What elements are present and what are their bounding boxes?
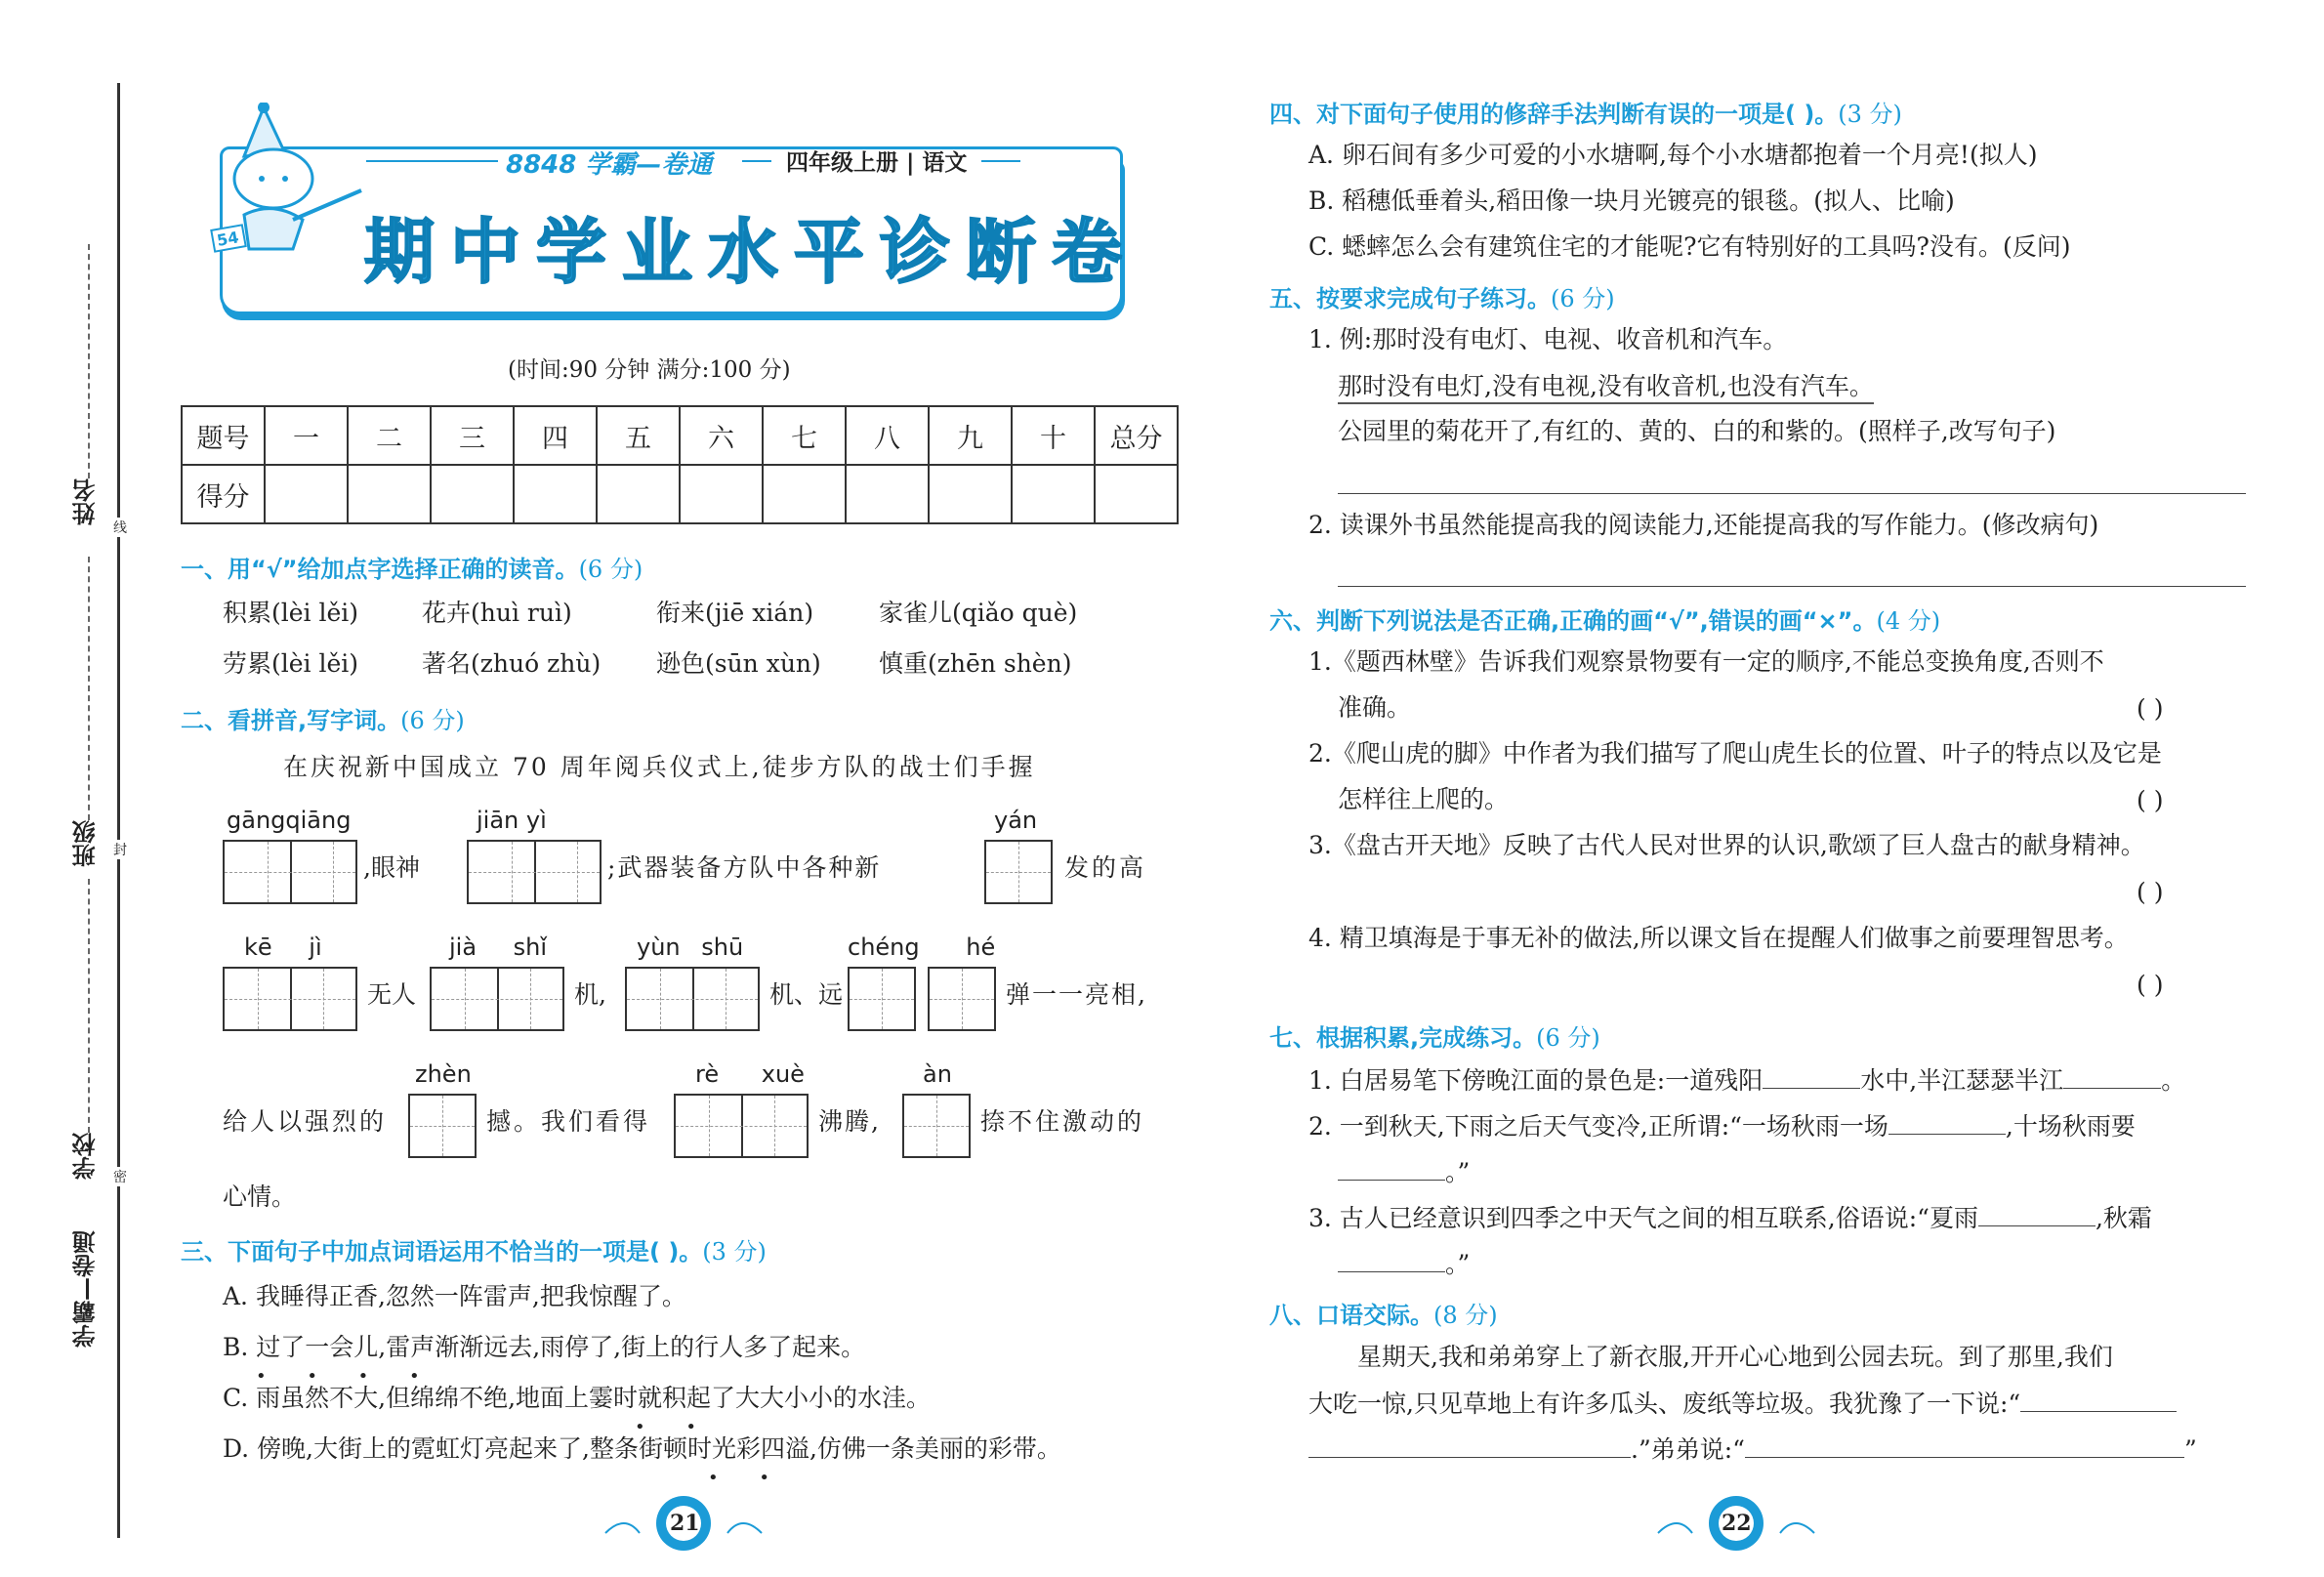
s7-q2-part: ,十场秋雨要: [2005, 1112, 2136, 1141]
s7-blank[interactable]: [1338, 1248, 1445, 1272]
s7-q3: [1308, 1202, 2152, 1234]
mascot-badge: 54: [215, 228, 240, 250]
s2-intro: 在庆祝新中国成立 70 周年阅兵仪式上,徒步方队的战士们手握: [283, 753, 1036, 781]
emphasis-dots: • •: [635, 1417, 714, 1437]
emphasis-dots: • • • •: [256, 1366, 437, 1387]
s6-answer-paren[interactable]: ( ): [2137, 971, 2164, 999]
s3-option-a: A. 我睡得正香,忽然一阵雷声,把我惊醒了。: [223, 1282, 686, 1310]
section-7-text: 七、根据积累,完成练习。: [1269, 1024, 1537, 1052]
section-6-title: [1269, 602, 1940, 636]
score-head-cell: 六: [680, 406, 763, 465]
s7-q3-part: 。”: [1445, 1250, 1471, 1278]
s7-q2-cont: [1338, 1156, 1470, 1188]
mascot-icon: [205, 103, 371, 259]
binding-rule: [117, 83, 120, 1538]
section-1-text: 一、用“√”给加点字选择正确的读音。: [181, 556, 579, 583]
char-box[interactable]: [928, 967, 996, 1031]
score-value-row: [182, 465, 1178, 523]
pinyin: yùn shū: [637, 934, 744, 961]
s1-item: 家雀儿(qiǎo què): [879, 599, 1078, 627]
class-label: 班级: [72, 820, 100, 867]
s2-text: 给人以强烈的: [223, 1107, 388, 1136]
score-input-cell[interactable]: [763, 465, 846, 523]
score-head-cell: 七: [763, 406, 846, 465]
section-5-points: (6 分): [1551, 285, 1615, 312]
s2-text: 无人: [367, 980, 417, 1009]
score-head-cell: 五: [597, 406, 680, 465]
section-4-title: [1269, 95, 1902, 129]
s2-text: 撼。我们看得: [486, 1107, 651, 1136]
s8-text: ”: [2183, 1435, 2197, 1464]
seal-mark-2: 封: [113, 840, 127, 859]
grade-subject: 四年级上册 | 语文: [786, 150, 968, 176]
s1-item: 逊色(sūn xùn): [656, 649, 821, 678]
s7-q1: [1308, 1064, 2185, 1097]
section-2-points: (6 分): [400, 707, 465, 734]
score-input-cell[interactable]: [846, 465, 929, 523]
section-1-title: [181, 550, 643, 584]
char-box[interactable]: [674, 1094, 809, 1158]
s8-para-3: [1308, 1433, 2197, 1466]
score-input-cell[interactable]: [929, 465, 1012, 523]
s3-option-b: B. 过了一会儿,雷声渐渐远去,雨停了,街上的行人多了起来。: [223, 1333, 866, 1361]
section-3-title: [181, 1232, 767, 1266]
score-head-cell: 三: [431, 406, 514, 465]
s7-blank[interactable]: [2063, 1064, 2161, 1089]
section-4-points: (3 分): [1838, 101, 1902, 128]
name-label: 姓名: [72, 478, 100, 525]
score-input-cell[interactable]: [348, 465, 431, 523]
s2-text: ,眼神: [363, 853, 420, 882]
s7-q3-cont: [1338, 1248, 1470, 1280]
score-head-cell: 一: [265, 406, 348, 465]
s4-option-b: B. 稻穗低垂着头,稻田像一块月光镀亮的银毯。(拟人、比喻): [1308, 187, 1955, 215]
school-label: 学校: [72, 1133, 100, 1180]
char-box[interactable]: [467, 840, 602, 904]
s1-item: 衔来(jiē xián): [656, 599, 814, 627]
s7-q1-part: 。: [2161, 1066, 2186, 1095]
page-title: 期中学业水平诊断卷: [364, 211, 1139, 293]
s2-text: 机,: [574, 980, 606, 1009]
score-table: [181, 405, 1179, 524]
s7-q3-part: 3. 古人已经意识到四季之中天气之间的相互联系,俗语说:“夏雨: [1308, 1204, 1978, 1232]
s8-para-2: [1308, 1388, 2177, 1420]
pinyin: kē jì: [244, 934, 322, 961]
s7-blank[interactable]: [1763, 1064, 1860, 1089]
name-line: [88, 244, 90, 478]
s8-blank[interactable]: [1308, 1433, 1631, 1458]
s1-item: 慎重(zhēn shèn): [879, 649, 1072, 678]
score-head-cell: 总分: [1095, 406, 1178, 465]
s8-text: 大吃一惊,只见草地上有许多瓜头、废纸等垃圾。我犹豫了一下说:“: [1308, 1390, 2021, 1418]
score-input-cell[interactable]: [514, 465, 597, 523]
page-number-left: 21: [670, 1511, 700, 1536]
s5-q2: 2. 读课外书虽然能提高我的阅读能力,还能提高我的写作能力。(修改病句): [1308, 511, 2099, 539]
s8-para-1: 星期天,我和弟弟穿上了新衣服,开开心心地到公园去玩。到了那里,我们: [1357, 1343, 2113, 1371]
char-box[interactable]: [408, 1094, 477, 1158]
score-input-cell[interactable]: [1012, 465, 1095, 523]
score-head-cell: 九: [929, 406, 1012, 465]
s2-text: 发的高: [1064, 853, 1147, 882]
school-line: [88, 879, 90, 1133]
brand-rule-end: [981, 160, 1020, 162]
s5-answer-line[interactable]: [1338, 493, 2246, 494]
s2-text: 捺不住激动的: [980, 1107, 1145, 1136]
section-1-points: (6 分): [578, 556, 643, 583]
s7-q2-part: 2. 一到秋天,下雨之后天气变冷,正所谓:“一场秋雨一场: [1308, 1112, 1888, 1141]
score-input-cell[interactable]: [1095, 465, 1178, 523]
section-8-points: (8 分): [1433, 1302, 1498, 1329]
section-3-text: 三、下面句子中加点词语运用不恰当的一项是( )。: [181, 1238, 703, 1266]
char-box[interactable]: [625, 967, 760, 1031]
s2-text: 沸腾,: [818, 1107, 881, 1136]
section-2-title: [181, 701, 465, 735]
s8-blank[interactable]: [2020, 1388, 2177, 1412]
s4-option-c: C. 蟋蟀怎么会有建筑住宅的才能呢?它有特别好的工具吗?没有。(反问): [1308, 232, 2071, 261]
char-box[interactable]: [984, 840, 1053, 904]
s7-q1-part: 水中,半江瑟瑟半江: [1860, 1066, 2064, 1095]
s5-q1: 1. 例:那时没有电灯、电视、收音机和汽车。: [1308, 325, 1788, 353]
s6-answer-paren[interactable]: ( ): [2137, 786, 2164, 814]
score-header-row: [182, 406, 1178, 465]
s1-item: 花卉(huì ruì): [422, 599, 572, 627]
s7-blank[interactable]: [1978, 1202, 2096, 1226]
section-7-title: [1269, 1018, 1600, 1053]
pinyin: chéng hé: [848, 934, 996, 961]
s1-item: 劳累(lèi lěi): [223, 649, 359, 678]
s6-q2b: 怎样往上爬的。: [1338, 785, 1510, 813]
s5-answer-line[interactable]: [1338, 586, 2246, 587]
pinyin: rè xuè: [695, 1060, 805, 1088]
s2-text: ;武器装备方队中各种新: [607, 853, 882, 882]
brand-label: 8848 学霸—卷通: [506, 150, 713, 180]
seal-mark-1: 线: [113, 518, 127, 537]
s3-option-d: D. 傍晚,大街上的霓虹灯亮起来了,整条街顿时光彩四溢,仿佛一条美丽的彩带。: [223, 1434, 1061, 1463]
section-8-title: [1269, 1296, 1498, 1330]
s1-item: 积累(lèi lěi): [223, 599, 359, 627]
emphasis-dots: • •: [708, 1468, 787, 1488]
class-line: [88, 557, 90, 820]
char-box[interactable]: [902, 1094, 971, 1158]
s2-text: 心情。: [223, 1183, 297, 1211]
s6-q2: 2.《爬山虎的脚》中作者为我们描写了爬山虎生长的位置、叶子的特点以及它是: [1308, 739, 2162, 768]
s7-blank[interactable]: [1338, 1156, 1445, 1181]
pinyin: gāngqiāng: [227, 807, 352, 834]
brand-rule-left: [366, 160, 498, 162]
section-5-title: [1269, 279, 1615, 313]
s5-q1-task: 公园里的菊花开了,有红的、黄的、白的和紫的。(照样子,改写句子): [1338, 417, 2056, 445]
s6-q3: 3.《盘古开天地》反映了古代人民对世界的认识,歌颂了巨人盘古的献身精神。: [1308, 831, 2145, 859]
s7-blank[interactable]: [1888, 1110, 2006, 1135]
section-8-text: 八、口语交际。: [1269, 1302, 1433, 1329]
score-input-cell[interactable]: [431, 465, 514, 523]
s7-q1-part: 1. 白居易笔下傍晚江面的景色是:一道残阳: [1308, 1066, 1764, 1095]
s5-q1-example: 那时没有电灯,没有电视,没有收音机,也没有汽车。: [1338, 371, 1874, 404]
brand-rule-right: [742, 160, 771, 162]
score-head-cell: 八: [846, 406, 929, 465]
s2-text: 弹一一亮相,: [1006, 980, 1147, 1009]
pinyin: jiān yì: [477, 807, 547, 834]
s6-q1: 1.《题西林壁》告诉我们观察景物要有一定的顺序,不能总变换角度,否则不: [1308, 647, 2104, 676]
pinyin: zhèn: [415, 1060, 472, 1088]
section-2-text: 二、看拼音,写字词。: [181, 707, 401, 734]
section-6-text: 六、判断下列说法是否正确,正确的画“√”,错误的画“×”。: [1269, 607, 1877, 635]
section-4-text: 四、对下面句子使用的修辞手法判断有误的一项是( )。: [1269, 101, 1839, 128]
s6-answer-paren[interactable]: ( ): [2137, 878, 2164, 906]
score-input-cell[interactable]: [597, 465, 680, 523]
s8-blank[interactable]: [1745, 1433, 2184, 1458]
char-box[interactable]: [223, 840, 357, 904]
s4-option-a: A. 卵石间有多少可爱的小水塘啊,每个小水塘都抱着一个月亮!(拟人): [1308, 141, 2038, 169]
section-3-points: (3 分): [702, 1238, 767, 1266]
score-input-cell[interactable]: [680, 465, 763, 523]
s7-q2: [1308, 1110, 2136, 1142]
series-label: 学霸—卷通: [72, 1230, 100, 1348]
s8-text: .”弟弟说:“: [1631, 1435, 1745, 1464]
pinyin: jià shǐ: [449, 934, 548, 961]
s3-option-c: C. 雨虽然不大,但绵绵不绝,地面上霎时就积起了大大小小的水洼。: [223, 1384, 932, 1412]
score-label-cell: 得分: [182, 465, 265, 523]
s7-q2-part: 。”: [1445, 1158, 1471, 1186]
s1-item: 著名(zhuó zhù): [422, 649, 602, 678]
page-number-right: 22: [1722, 1511, 1752, 1536]
score-head-cell: 题号: [182, 406, 265, 465]
score-head-cell: 十: [1012, 406, 1095, 465]
s7-q3-part: ,秋霜: [2095, 1204, 2152, 1232]
pinyin: yán: [994, 807, 1038, 834]
seal-mark-3: 密: [113, 1167, 127, 1186]
score-head-cell: 二: [348, 406, 431, 465]
char-box[interactable]: [848, 967, 916, 1031]
char-box[interactable]: [223, 967, 357, 1031]
char-box[interactable]: [430, 967, 564, 1031]
s6-q1b: 准确。: [1338, 693, 1412, 722]
s6-answer-paren[interactable]: ( ): [2137, 694, 2164, 723]
exam-info: (时间:90 分钟 满分:100 分): [508, 357, 791, 383]
s2-text: 机、远: [769, 980, 844, 1009]
score-input-cell[interactable]: [265, 465, 348, 523]
section-6-points: (4 分): [1876, 607, 1941, 635]
s6-q4: 4. 精卫填海是于事无补的做法,所以课文旨在提醒人们做事之前要理智思考。: [1308, 924, 2129, 952]
section-5-text: 五、按要求完成句子练习。: [1269, 285, 1551, 312]
section-7-points: (6 分): [1536, 1024, 1600, 1052]
pinyin: àn: [923, 1060, 952, 1088]
score-head-cell: 四: [514, 406, 597, 465]
